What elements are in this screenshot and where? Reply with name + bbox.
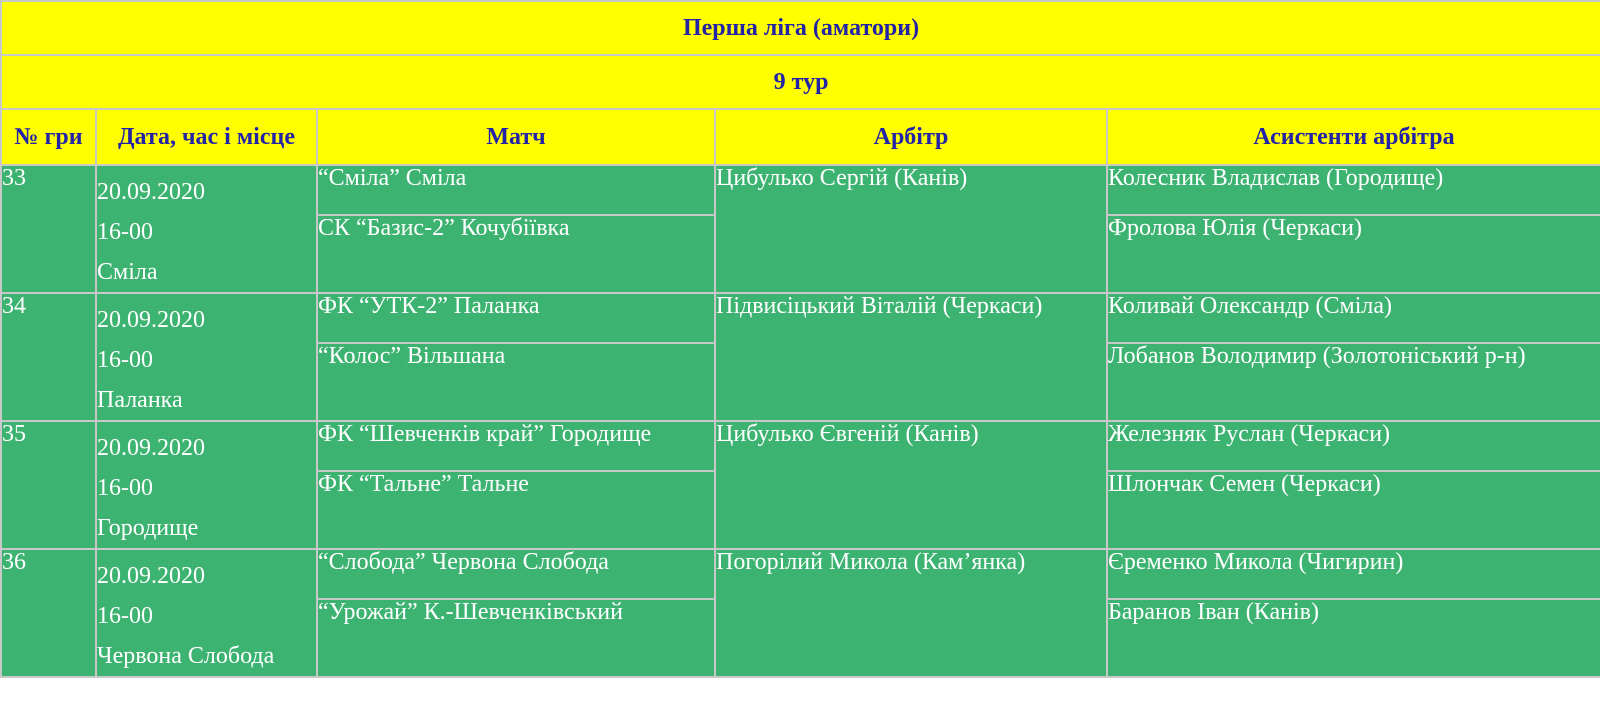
date-time-place <box>96 293 317 421</box>
date-time-place <box>96 165 317 293</box>
assistant-referee-2: Шлончак Семен (Черкаси) <box>1107 471 1600 549</box>
match-time: 16-00 <box>97 475 153 501</box>
match-place: Сміла <box>97 259 158 285</box>
column-header-assistants: Асистенти арбітра <box>1107 109 1600 165</box>
table-row <box>1 421 1600 471</box>
assistant-referee-2: Баранов Іван (Канів) <box>1107 599 1600 677</box>
home-team: ФК “УТК-2” Паланка <box>317 293 715 343</box>
assistant-referee-1: Железняк Руслан (Черкаси) <box>1107 421 1600 471</box>
away-team: “Колос” Вільшана <box>317 343 715 421</box>
table-row <box>1 165 1600 215</box>
away-team: ФК “Тальне” Тальне <box>317 471 715 549</box>
game-number: 33 <box>1 165 96 293</box>
match-date: 20.09.2020 <box>97 179 205 205</box>
game-number: 35 <box>1 421 96 549</box>
match-place: Городище <box>97 515 199 541</box>
assistant-referee-2: Лобанов Володимир (Золотоніський р-н) <box>1107 343 1600 421</box>
assistant-referee-2: Фролова Юлія (Черкаси) <box>1107 215 1600 293</box>
away-team: СК “Базис-2” Кочубіївка <box>317 215 715 293</box>
referee: Погорілий Микола (Кам’янка) <box>715 549 1107 677</box>
match-time: 16-00 <box>97 219 153 245</box>
column-header-match: Матч <box>317 109 715 165</box>
assistant-referee-1: Єременко Микола (Чигирин) <box>1107 549 1600 599</box>
table-row <box>1 293 1600 343</box>
round-title: 9 тур <box>1 55 1600 109</box>
column-header-referee: Арбітр <box>715 109 1107 165</box>
referee: Цибулько Сергій (Канів) <box>715 165 1107 293</box>
assistant-referee-1: Коливай Олександр (Сміла) <box>1107 293 1600 343</box>
home-team: ФК “Шевченків край” Городище <box>317 421 715 471</box>
table-row <box>1 549 1600 599</box>
match-date: 20.09.2020 <box>97 563 205 589</box>
home-team: “Сміла” Сміла <box>317 165 715 215</box>
league-title: Перша ліга (аматори) <box>1 1 1600 55</box>
home-team: “Слобода” Червона Слобода <box>317 549 715 599</box>
match-date: 20.09.2020 <box>97 435 205 461</box>
assistant-referee-1: Колесник Владислав (Городище) <box>1107 165 1600 215</box>
game-number: 34 <box>1 293 96 421</box>
column-header-date-place: Дата, час і місце <box>96 109 317 165</box>
match-time: 16-00 <box>97 347 153 373</box>
date-time-place <box>96 421 317 549</box>
match-place: Паланка <box>97 387 183 413</box>
away-team: “Урожай” К.-Шевченківський <box>317 599 715 677</box>
match-place: Червона Слобода <box>97 643 275 669</box>
column-header-game-no: № гри <box>1 109 96 165</box>
match-time: 16-00 <box>97 603 153 629</box>
date-time-place <box>96 549 317 677</box>
referee: Цибулько Євгеній (Канів) <box>715 421 1107 549</box>
game-number: 36 <box>1 549 96 677</box>
referee: Підвисіцький Віталій (Черкаси) <box>715 293 1107 421</box>
match-date: 20.09.2020 <box>97 307 205 333</box>
